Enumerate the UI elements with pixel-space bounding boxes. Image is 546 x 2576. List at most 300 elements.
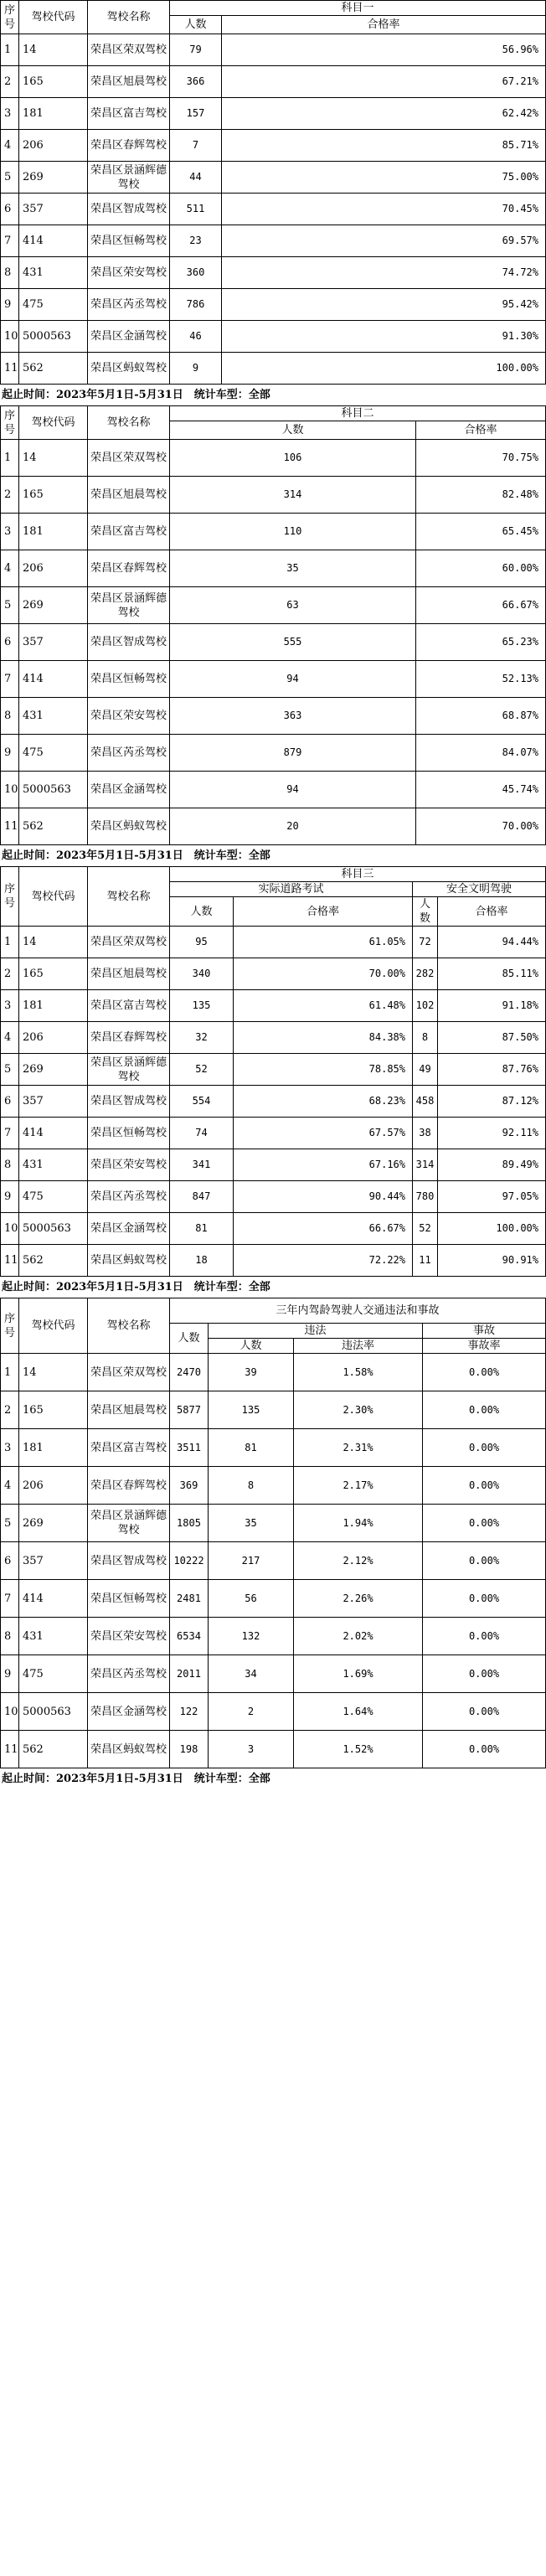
value-cell: 34 [209, 1655, 294, 1693]
table-row [1, 1391, 546, 1429]
school-name-cell: 荣昌区旭晨驾校 [88, 1391, 170, 1429]
table-row [1, 958, 546, 990]
value-cell: 94.44% [438, 927, 546, 958]
value-cell: 67.16% [234, 1149, 413, 1181]
value-cell: 786 [170, 289, 222, 321]
code-cell: 5000563 [19, 321, 88, 353]
value-cell: 91.18% [438, 990, 546, 1022]
value-cell: 282 [413, 958, 438, 990]
section-subject-one [0, 0, 546, 405]
value-cell: 94 [170, 661, 416, 698]
table-row [1, 162, 546, 194]
value-cell: 314 [170, 477, 416, 514]
value-cell: 44 [170, 162, 222, 194]
value-cell: 35 [209, 1505, 294, 1542]
value-cell: 1805 [170, 1505, 209, 1542]
school-name-cell: 荣昌区恒畅驾校 [88, 1118, 170, 1149]
table-row [1, 927, 546, 958]
violations-table [0, 1298, 546, 1768]
table-row [1, 1086, 546, 1118]
table-row [1, 1580, 546, 1618]
code-cell: 562 [19, 808, 88, 845]
code-cell: 181 [19, 990, 88, 1022]
school-name-cell: 荣昌区旭晨驾校 [88, 66, 170, 98]
table-row [1, 225, 546, 257]
seq-cell: 9 [1, 735, 19, 772]
value-cell: 52 [170, 1054, 234, 1086]
table-row [1, 624, 546, 661]
value-cell: 0.00% [423, 1731, 546, 1768]
subject-two-title: 科目二 [170, 406, 546, 421]
school-name-cell: 荣昌区蚂蚁驾校 [88, 353, 170, 385]
value-cell: 2011 [170, 1655, 209, 1693]
value-cell: 360 [170, 257, 222, 289]
header-code: 驾校代码 [19, 1, 88, 34]
school-name-cell: 荣昌区春辉驾校 [88, 130, 170, 162]
value-cell: 106 [170, 440, 416, 477]
value-cell: 35 [170, 550, 416, 587]
code-cell: 269 [19, 1505, 88, 1542]
seq-cell: 11 [1, 353, 19, 385]
table-row [1, 34, 546, 66]
school-name-cell: 荣昌区荣双驾校 [88, 440, 170, 477]
school-name-cell: 荣昌区荣双驾校 [88, 1354, 170, 1391]
table-row [1, 1118, 546, 1149]
code-cell: 206 [19, 130, 88, 162]
value-cell: 3 [209, 1731, 294, 1768]
seq-cell: 5 [1, 1505, 19, 1542]
value-cell: 0.00% [423, 1618, 546, 1655]
header-count: 人数 [170, 897, 234, 927]
seq-cell: 8 [1, 1618, 19, 1655]
code-cell: 414 [19, 1580, 88, 1618]
value-cell: 82.48% [416, 477, 546, 514]
header-total-count: 人数 [170, 1324, 209, 1354]
table-row [1, 735, 546, 772]
value-cell: 458 [413, 1086, 438, 1118]
value-cell: 85.11% [438, 958, 546, 990]
school-name-cell: 荣昌区恒畅驾校 [88, 661, 170, 698]
value-cell: 879 [170, 735, 416, 772]
seq-cell: 4 [1, 550, 19, 587]
school-name-cell: 荣昌区富吉驾校 [88, 1429, 170, 1467]
school-name-cell: 荣昌区智成驾校 [88, 624, 170, 661]
value-cell: 39 [209, 1354, 294, 1391]
code-cell: 5000563 [19, 772, 88, 808]
table-row [1, 66, 546, 98]
header-seq: 序号 [1, 1, 19, 34]
value-cell: 61.48% [234, 990, 413, 1022]
value-cell: 87.12% [438, 1086, 546, 1118]
value-cell: 75.00% [222, 162, 546, 194]
value-cell: 2470 [170, 1354, 209, 1391]
code-cell: 206 [19, 1022, 88, 1054]
value-cell: 366 [170, 66, 222, 98]
code-cell: 562 [19, 1731, 88, 1768]
value-cell: 56 [209, 1580, 294, 1618]
header-seq: 序号 [1, 1298, 19, 1354]
value-cell: 132 [209, 1618, 294, 1655]
value-cell: 87.50% [438, 1022, 546, 1054]
code-cell: 181 [19, 1429, 88, 1467]
value-cell: 341 [170, 1149, 234, 1181]
school-name-cell: 荣昌区富吉驾校 [88, 98, 170, 130]
code-cell: 269 [19, 587, 88, 624]
table-row [1, 289, 546, 321]
value-cell: 511 [170, 194, 222, 225]
code-cell: 414 [19, 225, 88, 257]
value-cell: 0.00% [423, 1542, 546, 1580]
table-row [1, 587, 546, 624]
value-cell: 94 [170, 772, 416, 808]
value-cell: 38 [413, 1118, 438, 1149]
code-cell: 206 [19, 1467, 88, 1505]
header-pass-rate: 合格率 [222, 16, 546, 34]
code-cell: 269 [19, 162, 88, 194]
subject-one-title: 科目一 [170, 1, 546, 16]
code-cell: 431 [19, 1618, 88, 1655]
header-code: 驾校代码 [19, 1298, 88, 1354]
value-cell: 1.69% [294, 1655, 423, 1693]
seq-cell: 2 [1, 477, 19, 514]
header-name: 驾校名称 [88, 1298, 170, 1354]
value-cell: 135 [170, 990, 234, 1022]
code-cell: 165 [19, 1391, 88, 1429]
value-cell: 68.23% [234, 1086, 413, 1118]
school-name-cell: 荣昌区金涵驾校 [88, 1693, 170, 1731]
code-cell: 14 [19, 927, 88, 958]
value-cell: 65.23% [416, 624, 546, 661]
value-cell: 52 [413, 1213, 438, 1245]
header-count: 人数 [413, 897, 438, 927]
table-row [1, 1354, 546, 1391]
value-cell: 1.52% [294, 1731, 423, 1768]
group-accidents: 事故 [423, 1324, 546, 1339]
subject-one-table [0, 0, 546, 385]
value-cell: 0.00% [423, 1655, 546, 1693]
school-name-cell: 荣昌区富吉驾校 [88, 514, 170, 550]
header-name: 驾校名称 [88, 867, 170, 927]
value-cell: 5877 [170, 1391, 209, 1429]
seq-cell: 1 [1, 1354, 19, 1391]
value-cell: 70.00% [234, 958, 413, 990]
value-cell: 74 [170, 1118, 234, 1149]
seq-cell: 1 [1, 440, 19, 477]
subject-two-table [0, 405, 546, 845]
header-violation-rate: 违法率 [294, 1339, 423, 1354]
value-cell: 23 [170, 225, 222, 257]
code-cell: 165 [19, 66, 88, 98]
table-row [1, 990, 546, 1022]
school-name-cell: 荣昌区荣双驾校 [88, 34, 170, 66]
value-cell: 135 [209, 1391, 294, 1429]
seq-cell: 9 [1, 1655, 19, 1693]
value-cell: 90.91% [438, 1245, 546, 1277]
school-name-cell: 荣昌区旭晨驾校 [88, 958, 170, 990]
table-row [1, 1022, 546, 1054]
seq-cell: 10 [1, 321, 19, 353]
value-cell: 63 [170, 587, 416, 624]
value-cell: 81 [170, 1213, 234, 1245]
value-cell: 0.00% [423, 1505, 546, 1542]
seq-cell: 7 [1, 1118, 19, 1149]
value-cell: 1.64% [294, 1693, 423, 1731]
table-row [1, 1149, 546, 1181]
seq-cell: 5 [1, 587, 19, 624]
table-row [1, 477, 546, 514]
header-seq: 序号 [1, 867, 19, 927]
value-cell: 2.30% [294, 1391, 423, 1429]
seq-cell: 6 [1, 624, 19, 661]
value-cell: 2.26% [294, 1580, 423, 1618]
school-name-cell: 荣昌区金涵驾校 [88, 772, 170, 808]
violations-title: 三年内驾龄驾驶人交通违法和事故 [170, 1298, 546, 1324]
value-cell: 70.45% [222, 194, 546, 225]
school-name-cell: 荣昌区春辉驾校 [88, 1022, 170, 1054]
value-cell: 89.49% [438, 1149, 546, 1181]
header-name: 驾校名称 [88, 1, 170, 34]
value-cell: 6534 [170, 1618, 209, 1655]
subject-two-footer: 起止时间：2023年5月1日-5月31日 统计车型：全部 [2, 849, 270, 862]
code-cell: 206 [19, 550, 88, 587]
value-cell: 84.38% [234, 1022, 413, 1054]
school-name-cell: 荣昌区荣安驾校 [88, 1618, 170, 1655]
value-cell: 97.05% [438, 1181, 546, 1213]
school-name-cell: 荣昌区芮丞驾校 [88, 735, 170, 772]
seq-cell: 8 [1, 698, 19, 735]
seq-cell: 10 [1, 772, 19, 808]
value-cell: 100.00% [222, 353, 546, 385]
seq-cell: 6 [1, 1542, 19, 1580]
value-cell: 198 [170, 1731, 209, 1768]
table-row [1, 440, 546, 477]
value-cell: 95.42% [222, 289, 546, 321]
table-row [1, 772, 546, 808]
value-cell: 69.57% [222, 225, 546, 257]
value-cell: 11 [413, 1245, 438, 1277]
value-cell: 2.17% [294, 1467, 423, 1505]
subject-three-footer: 起止时间：2023年5月1日-5月31日 统计车型：全部 [2, 1281, 270, 1293]
value-cell: 363 [170, 698, 416, 735]
seq-cell: 4 [1, 1022, 19, 1054]
school-name-cell: 荣昌区金涵驾校 [88, 321, 170, 353]
school-name-cell: 荣昌区旭晨驾校 [88, 477, 170, 514]
table-row [1, 1505, 546, 1542]
school-name-cell: 荣昌区智成驾校 [88, 1086, 170, 1118]
seq-cell: 3 [1, 98, 19, 130]
seq-cell: 8 [1, 1149, 19, 1181]
value-cell: 95 [170, 927, 234, 958]
seq-cell: 3 [1, 514, 19, 550]
value-cell: 67.21% [222, 66, 546, 98]
value-cell: 2.02% [294, 1618, 423, 1655]
violations-footer: 起止时间：2023年5月1日-5月31日 统计车型：全部 [2, 1773, 270, 1785]
table-row [1, 353, 546, 385]
table-row [1, 1245, 546, 1277]
value-cell: 0.00% [423, 1354, 546, 1391]
code-cell: 14 [19, 1354, 88, 1391]
seq-cell: 2 [1, 958, 19, 990]
value-cell: 217 [209, 1542, 294, 1580]
table-row [1, 661, 546, 698]
seq-cell: 10 [1, 1693, 19, 1731]
seq-cell: 6 [1, 1086, 19, 1118]
code-cell: 475 [19, 735, 88, 772]
code-cell: 562 [19, 1245, 88, 1277]
table-row [1, 1429, 546, 1467]
table-row [1, 1542, 546, 1580]
value-cell: 102 [413, 990, 438, 1022]
value-cell: 92.11% [438, 1118, 546, 1149]
code-cell: 431 [19, 698, 88, 735]
table-row [1, 257, 546, 289]
value-cell: 70.00% [416, 808, 546, 845]
value-cell: 91.30% [222, 321, 546, 353]
school-name-cell: 荣昌区芮丞驾校 [88, 1181, 170, 1213]
school-name-cell: 荣昌区荣安驾校 [88, 698, 170, 735]
value-cell: 8 [413, 1022, 438, 1054]
value-cell: 369 [170, 1467, 209, 1505]
code-cell: 181 [19, 514, 88, 550]
group-safe-driving: 安全文明驾驶 [413, 882, 546, 897]
value-cell: 0.00% [423, 1429, 546, 1467]
header-pass-rate: 合格率 [234, 897, 413, 927]
table-row [1, 98, 546, 130]
seq-cell: 2 [1, 66, 19, 98]
school-name-cell: 荣昌区金涵驾校 [88, 1213, 170, 1245]
school-name-cell: 荣昌区智成驾校 [88, 194, 170, 225]
value-cell: 3511 [170, 1429, 209, 1467]
value-cell: 780 [413, 1181, 438, 1213]
code-cell: 431 [19, 257, 88, 289]
table-row [1, 321, 546, 353]
value-cell: 90.44% [234, 1181, 413, 1213]
value-cell: 555 [170, 624, 416, 661]
value-cell: 157 [170, 98, 222, 130]
seq-cell: 3 [1, 1429, 19, 1467]
seq-cell: 2 [1, 1391, 19, 1429]
table-row [1, 130, 546, 162]
value-cell: 2.31% [294, 1429, 423, 1467]
code-cell: 357 [19, 194, 88, 225]
seq-cell: 7 [1, 1580, 19, 1618]
table-row [1, 194, 546, 225]
code-cell: 5000563 [19, 1213, 88, 1245]
value-cell: 61.05% [234, 927, 413, 958]
value-cell: 7 [170, 130, 222, 162]
code-cell: 14 [19, 440, 88, 477]
school-name-cell: 荣昌区芮丞驾校 [88, 289, 170, 321]
seq-cell: 1 [1, 34, 19, 66]
seq-cell: 1 [1, 927, 19, 958]
value-cell: 45.74% [416, 772, 546, 808]
school-name-cell: 荣昌区荣双驾校 [88, 927, 170, 958]
subject-three-table [0, 866, 546, 1277]
table-row [1, 1054, 546, 1086]
school-name-cell: 荣昌区荣安驾校 [88, 257, 170, 289]
value-cell: 70.75% [416, 440, 546, 477]
code-cell: 475 [19, 1655, 88, 1693]
value-cell: 84.07% [416, 735, 546, 772]
code-cell: 431 [19, 1149, 88, 1181]
value-cell: 0.00% [423, 1391, 546, 1429]
value-cell: 8 [209, 1467, 294, 1505]
value-cell: 122 [170, 1693, 209, 1731]
seq-cell: 3 [1, 990, 19, 1022]
seq-cell: 9 [1, 1181, 19, 1213]
seq-cell: 9 [1, 289, 19, 321]
code-cell: 475 [19, 1181, 88, 1213]
header-code: 驾校代码 [19, 867, 88, 927]
table-row [1, 1655, 546, 1693]
value-cell: 78.85% [234, 1054, 413, 1086]
value-cell: 66.67% [416, 587, 546, 624]
header-accident-rate: 事故率 [423, 1339, 546, 1354]
header-code: 驾校代码 [19, 406, 88, 440]
value-cell: 68.87% [416, 698, 546, 735]
header-name: 驾校名称 [88, 406, 170, 440]
code-cell: 562 [19, 353, 88, 385]
seq-cell: 6 [1, 194, 19, 225]
value-cell: 18 [170, 1245, 234, 1277]
table-row [1, 808, 546, 845]
school-name-cell: 荣昌区景涵辉德驾校 [88, 587, 170, 624]
value-cell: 2 [209, 1693, 294, 1731]
school-name-cell: 荣昌区景涵辉德驾校 [88, 162, 170, 194]
value-cell: 0.00% [423, 1467, 546, 1505]
header-pass-rate: 合格率 [438, 897, 546, 927]
school-name-cell: 荣昌区春辉驾校 [88, 1467, 170, 1505]
value-cell: 2.12% [294, 1542, 423, 1580]
school-name-cell: 荣昌区景涵辉德驾校 [88, 1505, 170, 1542]
seq-cell: 11 [1, 808, 19, 845]
value-cell: 314 [413, 1149, 438, 1181]
seq-cell: 11 [1, 1245, 19, 1277]
group-violations: 违法 [209, 1324, 423, 1339]
value-cell: 1.58% [294, 1354, 423, 1391]
table-row [1, 514, 546, 550]
value-cell: 81 [209, 1429, 294, 1467]
value-cell: 1.94% [294, 1505, 423, 1542]
school-name-cell: 荣昌区芮丞驾校 [88, 1655, 170, 1693]
school-name-cell: 荣昌区春辉驾校 [88, 550, 170, 587]
header-count: 人数 [170, 16, 222, 34]
table-row [1, 1467, 546, 1505]
seq-cell: 10 [1, 1213, 19, 1245]
value-cell: 74.72% [222, 257, 546, 289]
section-subject-two [0, 405, 546, 866]
school-name-cell: 荣昌区蚂蚁驾校 [88, 1731, 170, 1768]
code-cell: 357 [19, 624, 88, 661]
value-cell: 62.42% [222, 98, 546, 130]
seq-cell: 7 [1, 225, 19, 257]
code-cell: 475 [19, 289, 88, 321]
subject-three-title: 科目三 [170, 867, 546, 882]
school-name-cell: 荣昌区恒畅驾校 [88, 1580, 170, 1618]
value-cell: 49 [413, 1054, 438, 1086]
code-cell: 5000563 [19, 1693, 88, 1731]
value-cell: 72 [413, 927, 438, 958]
value-cell: 72.22% [234, 1245, 413, 1277]
school-name-cell: 荣昌区恒畅驾校 [88, 225, 170, 257]
table-row [1, 1731, 546, 1768]
seq-cell: 5 [1, 162, 19, 194]
header-pass-rate: 合格率 [416, 421, 546, 440]
school-name-cell: 荣昌区景涵辉德驾校 [88, 1054, 170, 1086]
value-cell: 66.67% [234, 1213, 413, 1245]
code-cell: 14 [19, 34, 88, 66]
value-cell: 46 [170, 321, 222, 353]
